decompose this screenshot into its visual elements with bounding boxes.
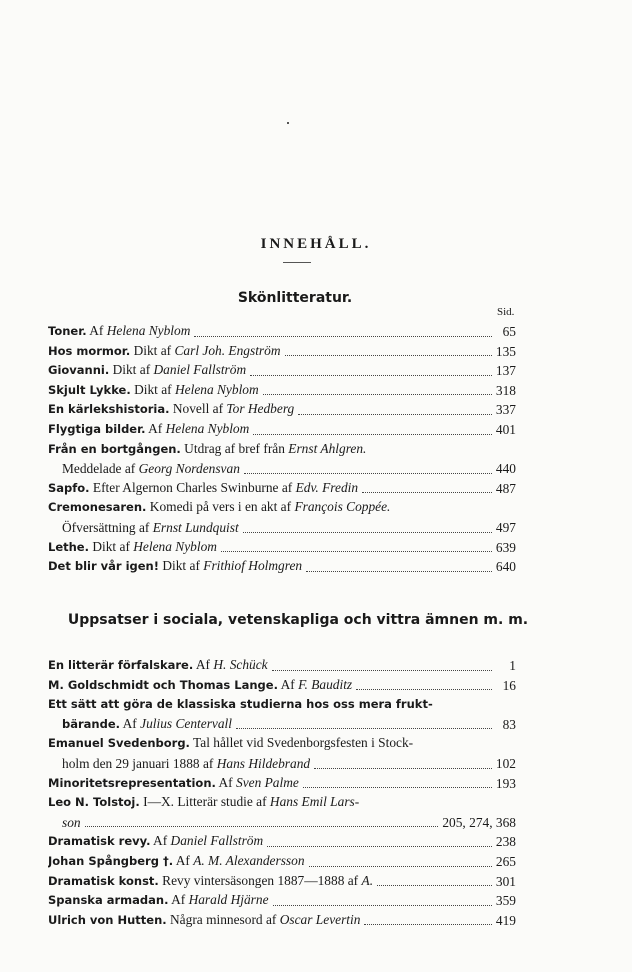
entry-author: A. [361,872,374,888]
dot-leader [243,532,492,533]
page-number: 487 [495,480,516,496]
dot-leader [253,434,492,435]
toc-entry-text [48,478,358,499]
toc-entry [48,342,516,362]
section-heading-fiction: Skönlitteratur. [237,290,353,306]
toc-entry-text [48,733,413,754]
entry-author: Georg Nordensvan [138,461,240,477]
entry-description: holm den 29 januari 1888 af [62,755,214,771]
toc-entry [48,498,516,518]
entry-author: son [62,814,81,830]
page-number: 102 [495,755,516,771]
dot-leader [364,924,491,925]
toc-entry [48,891,516,911]
page-number: 135 [495,343,516,359]
entry-title: Toner. [48,324,87,338]
toc-entry-text [48,360,246,381]
entry-author: Hans Emil Lars- [269,794,360,810]
entry-title: Giovanni. [48,363,110,378]
toc-entry-text [62,813,81,833]
page-number: 205, 274, 368 [442,814,516,830]
toc-entry-text [48,694,433,715]
toc-entry [48,872,516,892]
entry-description: Revy vintersäsongen 1887—1888 af [162,872,359,888]
entry-description: Efter Algernon Charles Swinburne af [92,479,293,495]
entry-title: M. Goldschmidt och Thomas Lange. [48,677,278,692]
toc-entry-text [48,675,352,696]
toc-entry [48,479,516,499]
toc-entry [48,754,516,774]
toc-entry-text [48,419,249,440]
toc-entry [48,381,516,401]
entry-description: Tal hållet vid Svedenborgsfesten i Stock- [193,735,414,751]
entry-title: Från en bortgången. [48,441,181,456]
dot-leader [362,492,492,493]
entry-description: Af [171,892,186,908]
toc-entry [48,656,516,676]
ink-speck [287,122,289,124]
dot-leader [244,473,492,474]
entry-author: Helena Nyblom [174,381,259,397]
entry-description: Några minnesord af [170,911,277,927]
page-number: 193 [495,775,516,791]
dot-leader [85,826,439,827]
entry-title: En litterär förfalskare. [48,658,194,672]
toc-entry-text [48,910,360,931]
dot-leader [309,866,492,867]
entry-description: Af [280,676,295,692]
page-number: 318 [495,382,516,398]
toc-entry [48,420,516,440]
entry-author: Julius Centervall [140,715,232,731]
entry-title: Emanuel Svedenborg. [48,736,190,751]
entry-author: Daniel Fallström [153,362,247,378]
entry-title: Leo N. Tolstoj. [48,795,140,810]
page-number: 497 [495,519,516,535]
entry-author: F. Bauditz [298,676,353,692]
page-number: 16 [502,677,516,693]
page-number: 83 [502,716,516,732]
toc-entry-text [48,399,294,420]
page-number: 238 [495,834,516,850]
entry-description: Dikt af [162,558,200,574]
dot-leader [356,689,492,690]
entry-author: Helena Nyblom [106,323,191,338]
toc-entry-text [48,341,281,362]
toc-entry [48,852,516,872]
entry-description: Dikt af [133,342,172,358]
toc-entry [48,695,516,715]
dot-leader [236,728,492,729]
toc-entry-text [48,321,190,342]
entry-title: Lethe. [48,539,89,554]
toc-entry [48,400,516,420]
entry-description: Dikt af [92,538,130,554]
entry-description: I—X. Litterär studie af [143,794,267,810]
page-number: 639 [495,539,516,555]
dot-leader [272,670,492,671]
toc-entry [48,813,516,833]
toc-entry-text [48,439,366,460]
toc-entry [48,322,516,342]
toc-list-fiction [48,322,516,577]
entry-title: Sapfo. [48,480,90,495]
toc-entry [48,911,516,931]
page-number: 359 [495,893,516,909]
dot-leader [267,846,492,847]
entry-author: Edv. Fredin [295,479,359,495]
dot-leader [263,394,492,395]
entry-author: Ernst Ahlgren. [288,440,367,456]
entry-title: Skjult Lykke. [48,382,131,397]
entry-title: Johan Spångberg †. [48,853,174,868]
entry-description: Meddelade af [62,461,136,477]
entry-author: Daniel Fallström [170,833,264,849]
dot-leader [273,905,492,906]
toc-entry [48,518,516,538]
entry-title: Ett sätt att göra de klassiska studierna hos oss mera frukt- [48,697,433,712]
dot-leader [285,355,492,356]
toc-entry [48,793,516,813]
toc-list-essays [48,656,516,930]
entry-description: Novell af [172,401,224,417]
page-number: 301 [495,873,516,889]
entry-author: Oscar Levertin [279,911,361,927]
toc-entry [48,676,516,696]
entry-author: Ernst Lundquist [152,519,239,535]
entry-description: Öfversättning af [62,519,150,535]
toc-entry-text [48,831,263,852]
dot-leader [303,787,492,788]
toc-entry [48,774,516,794]
toc-entry-text [48,773,299,794]
page-number: 65 [502,324,516,339]
dot-leader [306,571,492,572]
entry-description: Af [89,323,104,338]
toc-entry-text [62,518,239,538]
toc-entry [48,538,516,558]
page-number: 265 [495,853,516,869]
page-number: 440 [495,461,516,477]
entry-author: Carl Joh. Engström [174,342,281,358]
entry-description: Af [175,852,190,868]
entry-author: A. M. Alexandersson [193,852,305,868]
entry-description: Af [195,657,210,672]
entry-title: Det blir vår igen! [48,559,159,574]
page-number: 1 [509,658,516,673]
toc-entry-text [48,537,217,558]
toc-entry [48,459,516,479]
entry-title: Flygtiga bilder. [48,421,146,436]
entry-author: Tor Hedberg [226,401,295,417]
toc-entry [48,715,516,735]
entry-author: Harald Hjärne [188,892,269,908]
page-title: INNEHÅLL. [260,236,372,253]
entry-description: Af [218,774,233,790]
section-heading-essays: Uppsatser i sociala, vetenskapliga och vittra ämnen m. m. [67,612,529,628]
entry-description: Af [153,833,168,849]
page-number: 640 [495,559,516,575]
toc-entry-text [48,556,302,577]
entry-description: Dikt af [134,381,172,397]
entry-description: Af [122,715,137,731]
entry-title: Ulrich von Hutten. [48,912,167,927]
dot-leader [194,336,492,337]
entry-title: Cremonesaren. [48,500,147,515]
dot-leader [377,885,492,886]
toc-entry [48,440,516,460]
toc-entry-text [48,871,373,892]
dot-leader [314,768,492,769]
entry-description: Utdrag af bref från [184,440,285,456]
entry-author: Frithiof Holmgren [203,558,303,574]
page-column-label: Sid. [497,306,515,318]
page-number: 337 [495,402,516,418]
toc-entry [48,832,516,852]
toc-entry-text [48,380,259,401]
toc-entry-text [48,851,305,872]
entry-title: Hos mormor. [48,343,131,358]
entry-title: En kärlekshistoria. [48,402,170,417]
toc-entry-text [48,890,269,911]
entry-description: Komedi på vers i en akt af [149,499,292,515]
entry-author: François Coppée. [294,499,391,515]
page-number: 419 [495,912,516,928]
toc-entry-text [62,714,232,735]
toc-entry [48,734,516,754]
toc-entry [48,361,516,381]
page-number: 137 [495,363,516,379]
entry-title: Dramatisk konst. [48,873,159,888]
entry-title: Minoritetsrepresentation. [48,775,216,790]
toc-entry-text [48,792,359,813]
dot-leader [250,375,492,376]
toc-entry [48,557,516,577]
entry-title: Spanska armadan. [48,893,169,908]
toc-entry-text [48,655,268,676]
dot-leader [221,551,492,552]
toc-entry-text [62,459,240,479]
entry-title: Dramatisk revy. [48,834,151,849]
entry-author: Helena Nyblom [165,420,250,436]
dot-leader [298,414,492,415]
entry-description: Dikt af [112,362,151,378]
entry-author: Helena Nyblom [133,538,217,554]
entry-author: Hans Hildebrand [216,755,311,771]
entry-description: Af [148,420,163,436]
toc-entry-text [48,497,390,518]
entry-author: H. Schück [213,657,268,672]
entry-title: bärande. [62,716,121,731]
toc-entry-text [62,754,310,774]
entry-author: Sven Palme [236,774,299,790]
title-rule [283,262,311,263]
page-number: 401 [495,421,516,437]
